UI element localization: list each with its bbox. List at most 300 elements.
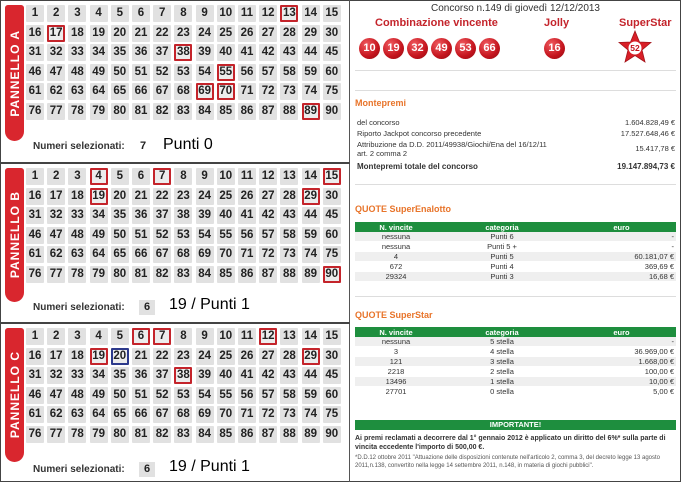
- number-cell[interactable]: 27: [259, 188, 277, 205]
- number-cell[interactable]: 73: [280, 83, 298, 100]
- number-cell[interactable]: 80: [111, 103, 129, 120]
- number-cell[interactable]: 63: [68, 246, 86, 263]
- important-note: Ai premi reclamati a decorrere dal 1° gennaio 2012 è applicato un diritto del 6%* sulla parte di vincita eccedente l'importo di 500,00 €.: [355, 435, 666, 451]
- table-row: 4 Punti 5 60.181,07 €: [355, 252, 676, 262]
- number-cell[interactable]: 21: [132, 348, 150, 365]
- number-cell[interactable]: 49: [90, 387, 108, 404]
- number-cell[interactable]: 5: [111, 5, 129, 22]
- number-cell[interactable]: 47: [47, 64, 65, 81]
- number-cell[interactable]: 29: [302, 348, 320, 365]
- number-cell[interactable]: 52: [153, 387, 171, 404]
- number-cell[interactable]: 59: [302, 227, 320, 244]
- number-cell[interactable]: 39: [196, 367, 214, 384]
- number-cell[interactable]: 73: [280, 406, 298, 423]
- number-cell[interactable]: 87: [259, 426, 277, 443]
- number-cell[interactable]: 6: [132, 328, 150, 345]
- number-cell[interactable]: 39: [196, 44, 214, 61]
- number-cell[interactable]: 87: [259, 103, 277, 120]
- number-cell[interactable]: 74: [302, 246, 320, 263]
- number-cell[interactable]: 57: [259, 227, 277, 244]
- number-cell[interactable]: 40: [217, 367, 235, 384]
- number-cell[interactable]: 35: [111, 207, 129, 224]
- number-cell[interactable]: 65: [111, 246, 129, 263]
- number-cell[interactable]: 2: [47, 5, 65, 22]
- number-cell[interactable]: 54: [196, 227, 214, 244]
- number-cell[interactable]: 61: [26, 406, 44, 423]
- number-cell[interactable]: 9: [196, 328, 214, 345]
- number-cell[interactable]: 65: [111, 83, 129, 100]
- number-cell[interactable]: 72: [259, 406, 277, 423]
- number-cell[interactable]: 51: [132, 64, 150, 81]
- number-cell[interactable]: 38: [174, 367, 192, 384]
- number-cell[interactable]: 75: [323, 83, 341, 100]
- number-cell[interactable]: 16: [26, 348, 44, 365]
- number-cell[interactable]: 81: [132, 103, 150, 120]
- number-cell[interactable]: 26: [238, 188, 256, 205]
- number-cell[interactable]: 15: [323, 5, 341, 22]
- number-cell[interactable]: 88: [280, 103, 298, 120]
- number-cell[interactable]: 77: [47, 266, 65, 283]
- number-cell[interactable]: 79: [90, 103, 108, 120]
- number-cell[interactable]: 8: [174, 328, 192, 345]
- number-cell[interactable]: 22: [153, 188, 171, 205]
- number-cell[interactable]: 37: [153, 367, 171, 384]
- number-cell[interactable]: 56: [238, 227, 256, 244]
- number-cell[interactable]: 9: [196, 5, 214, 22]
- draw-title: Concorso n.149 di giovedì 12/12/2013: [430, 3, 600, 14]
- number-cell[interactable]: 48: [68, 64, 86, 81]
- number-cell[interactable]: 82: [153, 103, 171, 120]
- number-cell[interactable]: 24: [196, 25, 214, 42]
- number-cell[interactable]: 45: [323, 207, 341, 224]
- number-cell[interactable]: 18: [68, 25, 86, 42]
- number-cell[interactable]: 18: [68, 188, 86, 205]
- number-cell[interactable]: 72: [259, 83, 277, 100]
- number-cell[interactable]: 19: [90, 348, 108, 365]
- number-cell[interactable]: 59: [302, 64, 320, 81]
- number-cell[interactable]: 58: [280, 227, 298, 244]
- number-cell[interactable]: 10: [217, 5, 235, 22]
- number-cell[interactable]: 80: [111, 426, 129, 443]
- number-cell[interactable]: 3: [68, 168, 86, 185]
- number-cell[interactable]: 22: [153, 25, 171, 42]
- number-cell[interactable]: 57: [259, 64, 277, 81]
- number-cell[interactable]: 62: [47, 246, 65, 263]
- number-cell[interactable]: 90: [323, 103, 341, 120]
- number-cell[interactable]: 24: [196, 188, 214, 205]
- number-cell[interactable]: 53: [174, 387, 192, 404]
- number-cell[interactable]: 66: [132, 406, 150, 423]
- number-cell[interactable]: 29: [302, 25, 320, 42]
- number-cell[interactable]: 30: [323, 25, 341, 42]
- number-cell[interactable]: 51: [132, 387, 150, 404]
- column-header: categoria: [437, 327, 567, 337]
- number-cell[interactable]: 34: [90, 44, 108, 61]
- number-cell[interactable]: 48: [68, 227, 86, 244]
- number-cell[interactable]: 77: [47, 103, 65, 120]
- number-cell[interactable]: 12: [259, 5, 277, 22]
- number-cell[interactable]: 40: [217, 207, 235, 224]
- number-cell[interactable]: 42: [259, 207, 277, 224]
- table-row: 121 3 stella 1.668,00 €: [355, 357, 676, 367]
- number-cell[interactable]: 89: [302, 103, 320, 120]
- number-cell[interactable]: 38: [174, 207, 192, 224]
- number-cell[interactable]: 14: [302, 328, 320, 345]
- number-cell[interactable]: 43: [280, 44, 298, 61]
- number-cell[interactable]: 58: [280, 64, 298, 81]
- column-header: euro: [567, 222, 676, 232]
- number-cell[interactable]: 29: [302, 188, 320, 205]
- jolly-label: Jolly: [544, 17, 570, 29]
- number-cell[interactable]: 44: [302, 207, 320, 224]
- number-cell[interactable]: 84: [196, 103, 214, 120]
- number-cell[interactable]: 49: [90, 64, 108, 81]
- number-cell[interactable]: 84: [196, 266, 214, 283]
- number-cell[interactable]: 2: [47, 328, 65, 345]
- number-cell[interactable]: 69: [196, 406, 214, 423]
- number-cell[interactable]: 13: [280, 5, 298, 22]
- number-cell[interactable]: 14: [302, 5, 320, 22]
- number-cell[interactable]: 70: [217, 83, 235, 100]
- panel-a: [1, 1, 349, 161]
- number-cell[interactable]: 85: [217, 266, 235, 283]
- number-cell[interactable]: 49: [90, 227, 108, 244]
- number-cell[interactable]: 7: [153, 168, 171, 185]
- number-cell[interactable]: 4: [90, 328, 108, 345]
- number-cell[interactable]: 43: [280, 207, 298, 224]
- number-cell[interactable]: 60: [323, 64, 341, 81]
- number-cell[interactable]: 42: [259, 44, 277, 61]
- number-cell[interactable]: 40: [217, 44, 235, 61]
- number-cell[interactable]: 89: [302, 426, 320, 443]
- table-row: nessuna 5 stella -: [355, 337, 676, 347]
- number-cell[interactable]: 67: [153, 246, 171, 263]
- number-cell[interactable]: 12: [259, 328, 277, 345]
- number-cell[interactable]: 12: [259, 168, 277, 185]
- number-cell[interactable]: 30: [323, 348, 341, 365]
- number-cell[interactable]: 78: [68, 426, 86, 443]
- number-cell[interactable]: 73: [280, 246, 298, 263]
- number-cell[interactable]: 28: [280, 188, 298, 205]
- number-cell[interactable]: 52: [153, 64, 171, 81]
- number-cell[interactable]: 23: [174, 188, 192, 205]
- number-cell[interactable]: 19: [90, 188, 108, 205]
- number-cell[interactable]: 6: [132, 168, 150, 185]
- number-cell[interactable]: 37: [153, 207, 171, 224]
- number-cell[interactable]: 36: [132, 367, 150, 384]
- number-cell[interactable]: 32: [47, 207, 65, 224]
- panel-label: PANNELLO C: [7, 351, 22, 439]
- number-cell[interactable]: 35: [111, 367, 129, 384]
- number-cell[interactable]: 10: [217, 168, 235, 185]
- number-cell[interactable]: 22: [153, 348, 171, 365]
- number-cell[interactable]: 64: [90, 246, 108, 263]
- number-cell[interactable]: 28: [280, 25, 298, 42]
- number-cell[interactable]: 55: [217, 227, 235, 244]
- number-cell[interactable]: 23: [174, 348, 192, 365]
- number-cell[interactable]: 62: [47, 83, 65, 100]
- number-cell[interactable]: 7: [153, 328, 171, 345]
- number-cell[interactable]: 74: [302, 83, 320, 100]
- number-cell[interactable]: 85: [217, 426, 235, 443]
- number-cell[interactable]: 27: [259, 25, 277, 42]
- number-cell[interactable]: 26: [238, 25, 256, 42]
- number-cell[interactable]: 85: [217, 103, 235, 120]
- number-cell[interactable]: 56: [238, 387, 256, 404]
- number-cell[interactable]: 47: [47, 227, 65, 244]
- number-cell[interactable]: 71: [238, 246, 256, 263]
- number-cell[interactable]: 78: [68, 103, 86, 120]
- number-cell[interactable]: 68: [174, 246, 192, 263]
- number-cell[interactable]: 78: [68, 266, 86, 283]
- number-cell[interactable]: 80: [111, 266, 129, 283]
- number-cell[interactable]: 66: [132, 83, 150, 100]
- number-cell[interactable]: 76: [26, 103, 44, 120]
- number-cell[interactable]: 46: [26, 227, 44, 244]
- number-cell[interactable]: 55: [217, 387, 235, 404]
- number-cell[interactable]: 81: [132, 266, 150, 283]
- vertical-divider: [349, 0, 350, 482]
- number-cell[interactable]: 1: [26, 328, 44, 345]
- number-cell[interactable]: 11: [238, 168, 256, 185]
- number-cell[interactable]: 43: [280, 367, 298, 384]
- panel-tab-b: [5, 168, 24, 302]
- selected-label: Numeri selezionati:: [33, 141, 125, 152]
- number-cell[interactable]: 15: [323, 168, 341, 185]
- number-cell[interactable]: 41: [238, 207, 256, 224]
- number-cell[interactable]: 1: [26, 168, 44, 185]
- number-cell[interactable]: 11: [238, 5, 256, 22]
- number-cell[interactable]: 79: [90, 426, 108, 443]
- number-cell[interactable]: 76: [26, 266, 44, 283]
- number-cell[interactable]: 4: [90, 5, 108, 22]
- number-cell[interactable]: 77: [47, 426, 65, 443]
- number-cell[interactable]: 68: [174, 83, 192, 100]
- winning-ball: 32: [407, 38, 428, 59]
- selected-label: Numeri selezionati:: [33, 464, 125, 475]
- number-cell[interactable]: 44: [302, 44, 320, 61]
- number-cell[interactable]: 86: [238, 266, 256, 283]
- number-cell[interactable]: 90: [323, 266, 341, 283]
- number-cell[interactable]: 18: [68, 348, 86, 365]
- number-cell[interactable]: 79: [90, 266, 108, 283]
- number-cell[interactable]: 84: [196, 426, 214, 443]
- montepremi-title: Montepremi: [355, 98, 407, 108]
- number-cell[interactable]: 38: [174, 44, 192, 61]
- number-cell[interactable]: 27: [259, 348, 277, 365]
- number-cell[interactable]: 64: [90, 406, 108, 423]
- number-cell[interactable]: 35: [111, 44, 129, 61]
- number-cell[interactable]: 60: [323, 387, 341, 404]
- number-cell[interactable]: 21: [132, 188, 150, 205]
- number-cell[interactable]: 83: [174, 266, 192, 283]
- result-text: 19 / Punti 1: [169, 458, 250, 475]
- number-cell[interactable]: 46: [26, 387, 44, 404]
- divider: [355, 296, 676, 297]
- number-cell[interactable]: 59: [302, 387, 320, 404]
- number-cell[interactable]: 3: [68, 328, 86, 345]
- number-cell[interactable]: 90: [323, 426, 341, 443]
- number-cell[interactable]: 14: [302, 168, 320, 185]
- number-cell[interactable]: 52: [153, 227, 171, 244]
- number-cell[interactable]: 70: [217, 246, 235, 263]
- number-cell[interactable]: 88: [280, 266, 298, 283]
- number-cell[interactable]: 8: [174, 168, 192, 185]
- important-footnote: *D.D.12 ottobre 2011 "Attuazione delle disposizioni contenute nell'articolo 2, comma 3, del decreto legge 13 agosto 2011,n.138, convertito nella legge 14 settembre 2011, n.148, in materia di giochi pubblici".: [355, 455, 661, 469]
- number-cell[interactable]: 60: [323, 227, 341, 244]
- number-cell[interactable]: 87: [259, 266, 277, 283]
- number-cell[interactable]: 53: [174, 64, 192, 81]
- number-cell[interactable]: 50: [111, 64, 129, 81]
- number-cell[interactable]: 64: [90, 83, 108, 100]
- number-cell[interactable]: 13: [280, 328, 298, 345]
- number-cell[interactable]: 5: [111, 168, 129, 185]
- number-cell[interactable]: 68: [174, 406, 192, 423]
- number-cell[interactable]: 21: [132, 25, 150, 42]
- number-cell[interactable]: 36: [132, 207, 150, 224]
- number-cell[interactable]: 20: [111, 188, 129, 205]
- number-cell[interactable]: 48: [68, 387, 86, 404]
- table-row: 27701 0 stella 5,00 €: [355, 387, 676, 397]
- number-cell[interactable]: 15: [323, 328, 341, 345]
- number-cell[interactable]: 44: [302, 367, 320, 384]
- superstar-number: 52: [630, 43, 640, 53]
- number-cell[interactable]: 50: [111, 387, 129, 404]
- number-cell[interactable]: 65: [111, 406, 129, 423]
- number-cell[interactable]: 51: [132, 227, 150, 244]
- number-cell[interactable]: 19: [90, 25, 108, 42]
- number-cell[interactable]: 74: [302, 406, 320, 423]
- number-cell[interactable]: 30: [323, 188, 341, 205]
- number-cell[interactable]: 16: [26, 188, 44, 205]
- number-cell[interactable]: 76: [26, 426, 44, 443]
- number-cell[interactable]: 31: [26, 44, 44, 61]
- number-cell[interactable]: 4: [90, 168, 108, 185]
- number-cell[interactable]: 83: [174, 426, 192, 443]
- number-cell[interactable]: 20: [111, 25, 129, 42]
- number-cell[interactable]: 67: [153, 406, 171, 423]
- number-cell[interactable]: 33: [68, 207, 86, 224]
- number-cell[interactable]: 69: [196, 83, 214, 100]
- number-cell[interactable]: 86: [238, 426, 256, 443]
- number-cell[interactable]: 42: [259, 367, 277, 384]
- number-cell[interactable]: 11: [238, 328, 256, 345]
- number-cell[interactable]: 23: [174, 25, 192, 42]
- number-cell[interactable]: 25: [217, 348, 235, 365]
- number-cell[interactable]: 56: [238, 64, 256, 81]
- number-cell[interactable]: 8: [174, 5, 192, 22]
- number-cell[interactable]: 58: [280, 387, 298, 404]
- number-cell[interactable]: 67: [153, 83, 171, 100]
- number-cell[interactable]: 25: [217, 188, 235, 205]
- number-cell[interactable]: 61: [26, 246, 44, 263]
- number-cell[interactable]: 36: [132, 44, 150, 61]
- table-row: 2218 2 stella 100,00 €: [355, 367, 676, 377]
- number-cell[interactable]: 55: [217, 64, 235, 81]
- number-cell[interactable]: 1: [26, 5, 44, 22]
- quote-superstar-table: [355, 327, 676, 397]
- number-cell[interactable]: 31: [26, 367, 44, 384]
- table-row: nessuna Punti 5 + -: [355, 242, 676, 252]
- number-cell[interactable]: 34: [90, 207, 108, 224]
- table-row: 13496 1 stella 10,00 €: [355, 377, 676, 387]
- number-cell[interactable]: 45: [323, 367, 341, 384]
- number-cell[interactable]: 32: [47, 367, 65, 384]
- table-row: 29324 Punti 3 16,68 €: [355, 272, 676, 282]
- number-cell[interactable]: 16: [26, 25, 44, 42]
- number-cell[interactable]: 33: [68, 367, 86, 384]
- number-cell[interactable]: 89: [302, 266, 320, 283]
- number-cell[interactable]: 3: [68, 5, 86, 22]
- number-cell[interactable]: 25: [217, 25, 235, 42]
- number-cell[interactable]: 17: [47, 25, 65, 42]
- column-header: N. vincite: [355, 327, 437, 337]
- number-cell[interactable]: 86: [238, 103, 256, 120]
- number-cell[interactable]: 54: [196, 387, 214, 404]
- number-cell[interactable]: 41: [238, 44, 256, 61]
- number-cell[interactable]: 17: [47, 188, 65, 205]
- number-cell[interactable]: 7: [153, 5, 171, 22]
- number-cell[interactable]: 63: [68, 83, 86, 100]
- number-cell[interactable]: 10: [217, 328, 235, 345]
- number-cell[interactable]: 62: [47, 406, 65, 423]
- panel-tab-c: [5, 328, 24, 462]
- number-cell[interactable]: 2: [47, 168, 65, 185]
- number-cell[interactable]: 41: [238, 367, 256, 384]
- number-cell[interactable]: 28: [280, 348, 298, 365]
- number-cell[interactable]: 24: [196, 348, 214, 365]
- table-row: nessuna Punti 6 -: [355, 232, 676, 242]
- number-cell[interactable]: 34: [90, 367, 108, 384]
- number-cell[interactable]: 83: [174, 103, 192, 120]
- number-cell[interactable]: 47: [47, 387, 65, 404]
- number-cell[interactable]: 57: [259, 387, 277, 404]
- number-cell[interactable]: 54: [196, 64, 214, 81]
- number-cell[interactable]: 70: [217, 406, 235, 423]
- number-cell[interactable]: 71: [238, 406, 256, 423]
- number-cell[interactable]: 31: [26, 207, 44, 224]
- number-cell[interactable]: 20: [111, 348, 129, 365]
- number-cell[interactable]: 37: [153, 44, 171, 61]
- number-cell[interactable]: 82: [153, 426, 171, 443]
- number-cell[interactable]: 9: [196, 168, 214, 185]
- number-cell[interactable]: 26: [238, 348, 256, 365]
- number-cell[interactable]: 71: [238, 83, 256, 100]
- number-cell[interactable]: 45: [323, 44, 341, 61]
- number-cell[interactable]: 72: [259, 246, 277, 263]
- number-cell[interactable]: 5: [111, 328, 129, 345]
- number-cell[interactable]: 63: [68, 406, 86, 423]
- number-cell[interactable]: 50: [111, 227, 129, 244]
- number-cell[interactable]: 46: [26, 64, 44, 81]
- divider: [355, 184, 676, 185]
- number-cell[interactable]: 33: [68, 44, 86, 61]
- number-cell[interactable]: 66: [132, 246, 150, 263]
- number-cell[interactable]: 75: [323, 246, 341, 263]
- number-cell[interactable]: 17: [47, 348, 65, 365]
- number-cell[interactable]: 53: [174, 227, 192, 244]
- number-cell[interactable]: 32: [47, 44, 65, 61]
- number-cell[interactable]: 61: [26, 83, 44, 100]
- number-cell[interactable]: 69: [196, 246, 214, 263]
- number-cell[interactable]: 13: [280, 168, 298, 185]
- number-cell[interactable]: 6: [132, 5, 150, 22]
- number-cell[interactable]: 81: [132, 426, 150, 443]
- number-cell[interactable]: 39: [196, 207, 214, 224]
- number-cell[interactable]: 88: [280, 426, 298, 443]
- number-cell[interactable]: 82: [153, 266, 171, 283]
- number-cell[interactable]: 75: [323, 406, 341, 423]
